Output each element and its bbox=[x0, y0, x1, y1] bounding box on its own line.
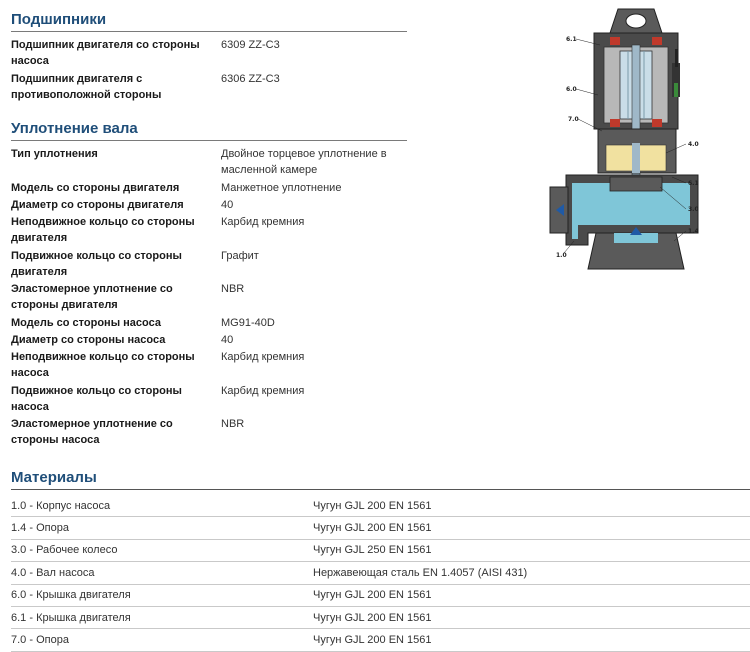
bearing-value: 6306 ZZ-C3 bbox=[221, 73, 280, 85]
seal-row bbox=[11, 349, 411, 383]
seal-label: Модель со стороны двигателя bbox=[11, 182, 180, 194]
seal-value: 40 bbox=[221, 334, 234, 346]
callout-label: 6.1 bbox=[566, 36, 577, 43]
material-part: 1.4 - Опора bbox=[11, 522, 69, 535]
impeller bbox=[610, 177, 662, 191]
material-value: Чугун GJL 200 EN 1561 bbox=[313, 634, 432, 647]
cable bbox=[675, 49, 678, 67]
bearing-label: Подшипник двигателя с противоположной стороны bbox=[11, 73, 162, 101]
seal-label: Неподвижное кольцо со стороны насоса bbox=[11, 351, 195, 379]
seal-list bbox=[11, 146, 411, 450]
seal-row bbox=[11, 416, 411, 450]
seal-row bbox=[11, 315, 411, 332]
seal-label: Модель со стороны насоса bbox=[11, 317, 161, 329]
seal-row bbox=[11, 197, 411, 214]
bearings-list bbox=[11, 37, 411, 105]
table-row bbox=[11, 495, 750, 517]
material-value: Чугун GJL 200 EN 1561 bbox=[313, 611, 432, 624]
lower-bearing bbox=[652, 119, 662, 127]
material-part: 4.0 - Вал насоса bbox=[11, 566, 95, 579]
seal-value: MG91-40D bbox=[221, 317, 275, 329]
material-part: 7.0 - Опора bbox=[11, 634, 69, 647]
seal-value: Двойное торцевое уплотнение в масленной камере bbox=[221, 148, 387, 176]
seal-row bbox=[11, 281, 411, 315]
material-value: Нержавеющая сталь EN 1.4057 (AISI 431) bbox=[313, 566, 528, 579]
table-row bbox=[11, 629, 750, 651]
seal-value: Графит bbox=[221, 250, 259, 262]
material-value: Чугун GJL 200 EN 1561 bbox=[313, 589, 432, 602]
seal-value: Манжетное уплотнение bbox=[221, 182, 342, 194]
seal-value: Карбид кремния bbox=[221, 216, 305, 228]
seal-row bbox=[11, 214, 411, 248]
seal-value: Карбид кремния bbox=[221, 385, 305, 397]
seal-value: NBR bbox=[221, 283, 245, 295]
bearings-title: Подшипники bbox=[11, 11, 107, 28]
seal-row bbox=[11, 180, 411, 197]
bearing-label: Подшипник двигателя со стороны насоса bbox=[11, 39, 200, 67]
seal-label: Диаметр со стороны насоса bbox=[11, 334, 166, 346]
callout-label: 6.1 bbox=[688, 180, 699, 187]
bearing-row bbox=[11, 37, 411, 71]
material-part: 1.0 - Корпус насоса bbox=[11, 499, 111, 512]
upper-bearing bbox=[652, 37, 662, 45]
callout-label: 1.4 bbox=[688, 228, 699, 235]
material-part: 6.1 - Крышка двигателя bbox=[11, 611, 131, 624]
seal-value: Карбид кремния bbox=[221, 351, 305, 363]
callout-label: 4.0 bbox=[688, 141, 699, 148]
material-part: 3.0 - Рабочее колесо bbox=[11, 544, 118, 557]
material-value: Чугун GJL 200 EN 1561 bbox=[313, 499, 432, 512]
seal-label: Эластомерное уплотнение со стороны насоса bbox=[11, 418, 173, 446]
seal-divider bbox=[11, 140, 407, 141]
callout-label: 1.0 bbox=[556, 252, 567, 259]
materials-title: Материалы bbox=[11, 469, 97, 486]
seal-label: Подвижное кольцо со стороны двигателя bbox=[11, 250, 182, 278]
handle-eye bbox=[626, 14, 646, 28]
seal-label: Диаметр со стороны двигателя bbox=[11, 199, 184, 211]
seal-label: Подвижное кольцо со стороны насоса bbox=[11, 385, 182, 413]
bearings-divider bbox=[11, 31, 407, 32]
material-value: Чугун GJL 200 EN 1561 bbox=[313, 522, 432, 535]
seal-label: Неподвижное кольцо со стороны двигателя bbox=[11, 216, 195, 244]
table-row bbox=[11, 540, 750, 562]
callout-label: 7.0 bbox=[568, 116, 579, 123]
table-row bbox=[11, 585, 750, 607]
table-row bbox=[11, 562, 750, 584]
table-row bbox=[11, 607, 750, 629]
table-row bbox=[11, 517, 750, 539]
seal-value: NBR bbox=[221, 418, 245, 430]
callout-label: 3.0 bbox=[688, 206, 699, 213]
seal-label: Эластомерное уплотнение со стороны двигателя bbox=[11, 283, 173, 311]
seal-value: 40 bbox=[221, 199, 234, 211]
materials-divider bbox=[11, 489, 750, 490]
material-part: 6.0 - Крышка двигателя bbox=[11, 589, 131, 602]
seal-label: Тип уплотнения bbox=[11, 148, 98, 160]
callout-label: 6.0 bbox=[566, 86, 577, 93]
seal-row bbox=[11, 248, 411, 281]
upper-bearing bbox=[610, 37, 620, 45]
materials-table bbox=[11, 495, 750, 652]
lower-bearing bbox=[610, 119, 620, 127]
seal-row bbox=[11, 146, 411, 180]
pump-cross-section-diagram bbox=[548, 5, 748, 275]
bearing-row bbox=[11, 71, 411, 105]
seal-title: Уплотнение вала bbox=[11, 120, 138, 137]
seal-row bbox=[11, 332, 411, 349]
material-value: Чугун GJL 250 EN 1561 bbox=[313, 544, 432, 557]
bearing-value: 6309 ZZ-C3 bbox=[221, 39, 280, 51]
seal-row bbox=[11, 383, 411, 416]
